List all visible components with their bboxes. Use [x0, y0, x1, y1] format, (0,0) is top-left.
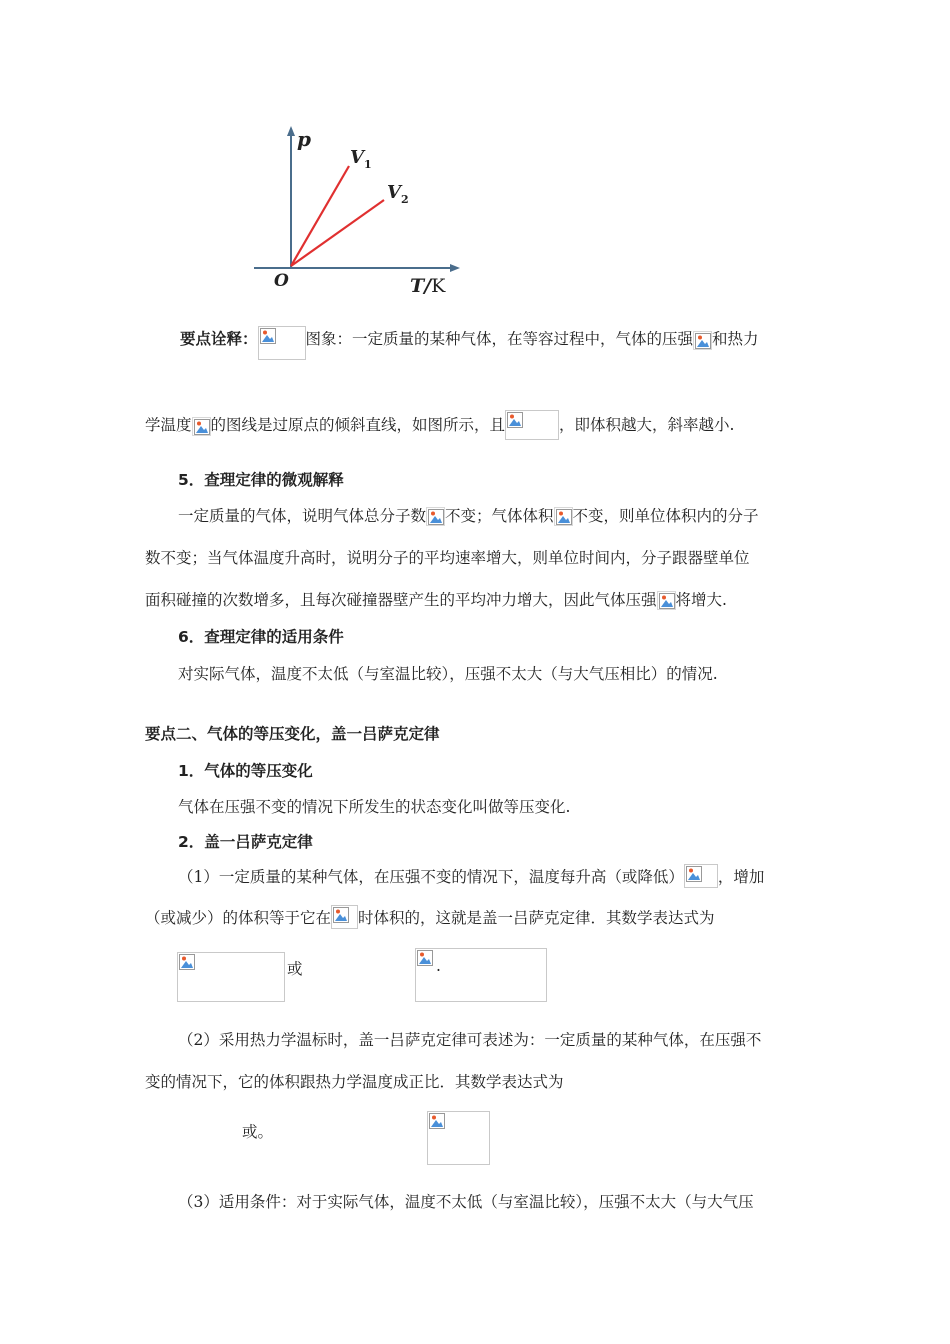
formula-image — [177, 952, 285, 1002]
key-point-heading: 要点二、气体的等压变化，盖一吕萨克定律 — [145, 725, 440, 743]
broken-image-icon — [417, 950, 433, 966]
x-axis-label: T/K — [410, 275, 446, 297]
broken-image-icon — [179, 954, 195, 970]
v2-label: $V_2$ — [387, 182, 409, 206]
formula-image — [331, 905, 358, 929]
broken-image-icon — [429, 1113, 445, 1129]
note-line-1: 要点诠释： 图象：一定质量的某种气体，在等容过程中，气体的压强 和热力 — [180, 326, 759, 360]
broken-image-icon — [659, 593, 675, 609]
broken-image-icon — [260, 328, 276, 344]
paragraph-line: （1）一定质量的某种气体，在压强不变的情况下，温度每升高（或降低） ，增加 — [178, 864, 764, 888]
isochore-v2 — [291, 200, 384, 266]
broken-image-icon — [686, 866, 702, 882]
formula-image — [427, 1111, 490, 1165]
paragraph-line: （或减少）的体积等于它在 时体积的，这就是盖一吕萨克定律．其数学表达式为 — [145, 905, 715, 929]
paragraph-line: 面积碰撞的次数增多，且每次碰撞器壁产生的平均冲力增大，因此气体压强 将增大. — [145, 591, 727, 609]
broken-image-icon — [695, 333, 711, 349]
formula-image — [426, 507, 445, 526]
origin-label: O — [274, 271, 289, 291]
formula-image — [684, 864, 718, 888]
formula-image — [657, 591, 676, 610]
paragraph-line: 数不变；当气体温度升高时，说明分子的平均速率增大，则单位时间内，分子跟器壁单位 — [145, 549, 750, 567]
formula-image — [192, 417, 211, 436]
broken-image-icon — [194, 419, 210, 435]
section-heading-5: 5．查理定律的微观解释 — [178, 471, 344, 489]
period-text: . — [436, 957, 441, 975]
paragraph-line: 变的情况下，它的体积跟热力学温度成正比．其数学表达式为 — [145, 1073, 564, 1091]
formula-image — [693, 331, 712, 350]
formula-image — [415, 948, 547, 1002]
broken-image-icon — [556, 509, 572, 525]
paragraph-line: 对实际气体，温度不太低（与室温比较），压强不太大（与大气压相比）的情况. — [178, 665, 718, 683]
p-t-graph — [250, 120, 470, 305]
isochore-v1 — [291, 166, 349, 266]
paragraph-line: 气体在压强不变的情况下所发生的状态变化叫做等压变化. — [178, 798, 571, 816]
section-heading-2: 2．盖一吕萨克定律 — [178, 833, 313, 851]
paragraph-line: （2）采用热力学温标时，盖一吕萨克定律可表述为：一定质量的某种气体，在压强不 — [178, 1031, 762, 1049]
broken-image-icon — [428, 509, 444, 525]
paragraph-line: 一定质量的气体，说明气体总分子数 不变；气体体积 不变，则单位体积内的分子 — [178, 507, 759, 525]
note-line-2: 学温度 的图线是过原点的倾斜直线，如图所示，且 ，即体积越大，斜率越小. — [145, 410, 734, 440]
formula-image — [554, 507, 573, 526]
note-heading: 要点诠释： — [180, 330, 258, 348]
y-axis-label: p — [297, 127, 311, 151]
paragraph-line: （3）适用条件：对于实际气体，温度不太低（与室温比较），压强不太大（与大气压 — [178, 1193, 754, 1211]
section-heading-1: 1．气体的等压变化 — [178, 762, 313, 780]
or-text: 或。 — [242, 1123, 274, 1141]
formula-image — [505, 410, 559, 440]
broken-image-icon — [507, 412, 523, 428]
v1-label: $V_1$ — [350, 147, 372, 171]
or-text: 或 — [287, 960, 303, 978]
broken-image-icon — [333, 907, 349, 923]
y-axis — [287, 126, 295, 268]
section-heading-6: 6．查理定律的适用条件 — [178, 628, 344, 646]
formula-image — [258, 326, 306, 360]
